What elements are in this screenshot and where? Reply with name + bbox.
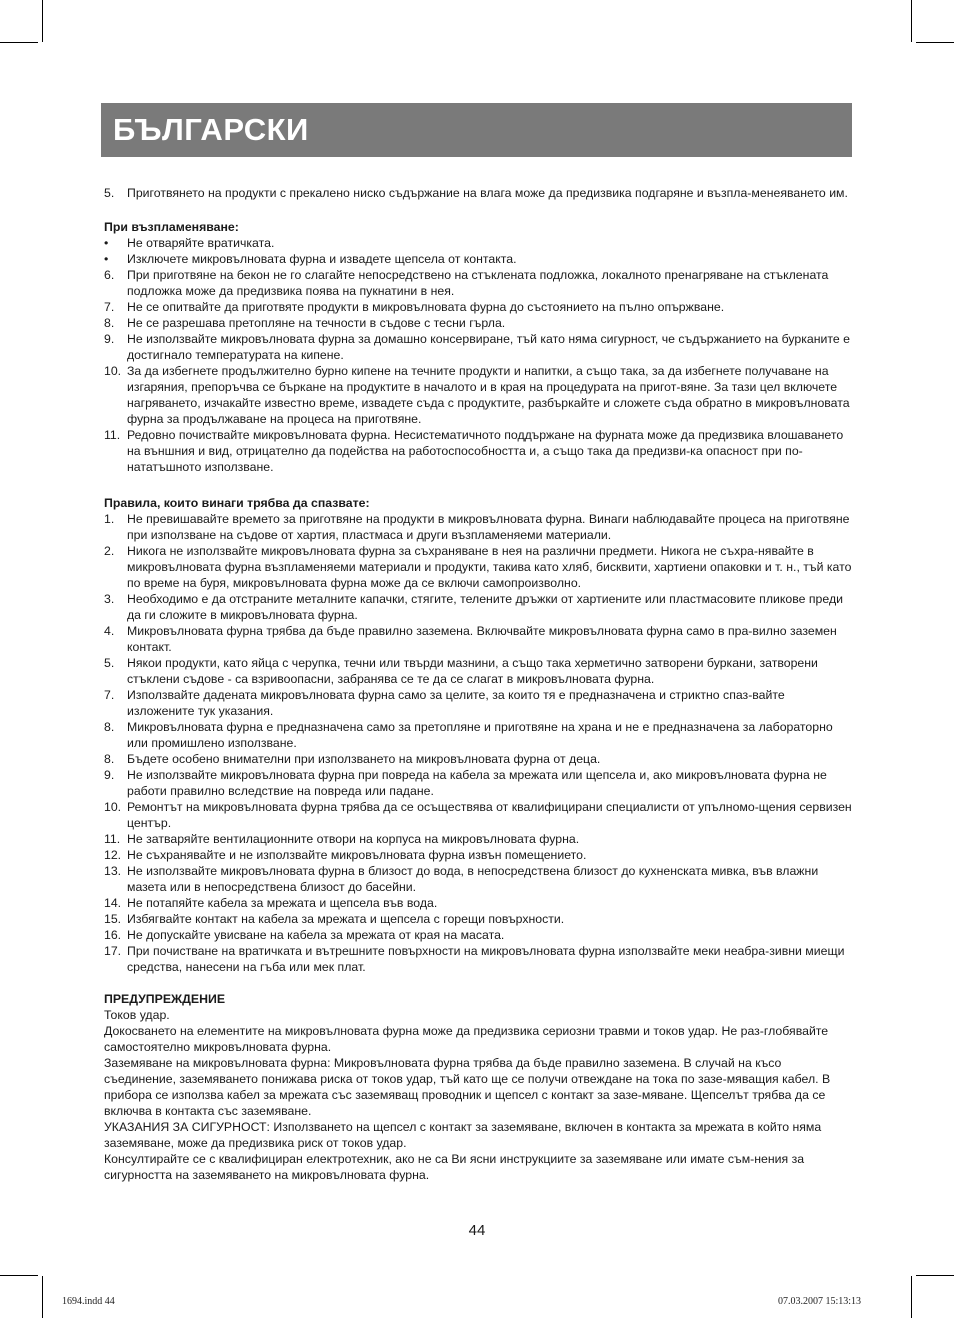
list-item-text: Не превишавайте времето за приготвяне на продукти в микровълновата фурна. Винаги наблюдавайте процеса на приготвяне при използване на съдове от хартия, пластмаса и други възпламеняеми материали. — [127, 512, 850, 542]
list-item-text: За да избегнете продължително бурно кипене на течните продукти и напитки, а също така, за да избегнете получаване на изгаряния, препоръчва се бъркане на продуктите в началото и в края на процедурата на пригот-вяне. За тази цел включете нагряването, изчакайте известно време, извадете съда с продуктите, разбъркайте и сложете съда обратно в микровълновата фурна за продължаване на процеса на приготвяне. — [127, 364, 850, 426]
crop-mark — [916, 42, 954, 43]
list-item-text: Не съхранявайте и не използвайте микровълновата фурна извън помещението. — [127, 848, 587, 862]
list-item — [104, 331, 852, 363]
list-item-text: Не допускайте увисване на кабела за мрежата от края на масата. — [127, 928, 505, 942]
list-item-text: Ремонтът на микровълновата фурна трябва да се осъществява от квалифицирани специалисти от упълномо-щения сервизен център. — [127, 800, 852, 830]
list-item-text: Не използвайте микровълновата фурна при повреда на кабела за мрежата или щепсела и, ако микровълновата фурна не работи правилно вследствие на повреда или падане. — [127, 768, 827, 798]
list-item — [104, 267, 852, 299]
list-item — [104, 767, 852, 799]
list-item-number: 2. — [104, 544, 115, 558]
list-item-number: 5. — [104, 656, 115, 670]
list-item-number: • — [104, 236, 109, 250]
list-item-number: 7. — [104, 688, 115, 702]
list-item — [104, 847, 852, 863]
crop-mark — [0, 1275, 38, 1276]
list-item-number: 3. — [104, 592, 115, 606]
list-item — [104, 543, 852, 591]
list-item — [104, 863, 852, 895]
list-item-number: 12. — [104, 848, 122, 862]
crop-mark — [916, 1275, 954, 1276]
list-item — [104, 299, 852, 315]
list-item-text: Не затваряйте вентилационните отвори на корпуса на микровълновата фурна. — [127, 832, 580, 846]
crop-mark — [0, 42, 38, 43]
language-header-bar — [101, 103, 852, 157]
list-item — [104, 719, 852, 751]
list-item — [104, 799, 852, 831]
list-item-number: 14. — [104, 896, 122, 910]
warning-paragraphs — [104, 1007, 852, 1183]
list-item-text: Не отваряйте вратичката. — [127, 236, 275, 250]
list-item-text: Микровълновата фурна трябва да бъде правилно заземена. Включвайте микровълновата фурна само в пра-вилно заземен контакт. — [127, 624, 837, 654]
fire-heading: При възпламеняване: — [104, 220, 239, 234]
list-item-text: Приготвянето на продукти с прекалено ниско съдържание на влага може да предизвика подгаряне и възпла-менеяването им. — [127, 186, 848, 200]
list-item-text: Редовно почиствайте микровълновата фурна. Несистематичното поддържане на фурната може да предизвика влошаването на външния и вид, отрицателно да подейства на работоспособността и, а също така да предизви-ка опасност при по-нататъшното използване. — [127, 428, 844, 474]
list-item — [104, 911, 852, 927]
list-item-text: Бъдете особено внимателни при използването на микровълновата фурна от деца. — [127, 752, 601, 766]
list-item — [104, 591, 852, 623]
list-item — [104, 427, 852, 475]
list-item — [104, 943, 852, 975]
crop-mark — [911, 0, 912, 42]
list-item-text: Използвайте дадената микровълновата фурна само за целите, за които тя е предназначена и стриктно спаз-вайте изложените тук указания. — [127, 688, 785, 718]
page-title: БЪЛГАРСКИ — [113, 112, 309, 147]
fire-list — [104, 235, 852, 475]
list-item-number: 11. — [104, 832, 121, 846]
warning-paragraph: УКАЗАНИЯ ЗА СИГУРНОСТ: Използването на щепсел с контакт за заземяване, включен в контакта за мрежата в който няма заземяване, може да предизвика риск от токов удар. — [104, 1120, 822, 1150]
slug-file-info: 1694.indd 44 — [62, 1296, 115, 1307]
list-item-number: 9. — [104, 768, 115, 782]
list-item-number: 7. — [104, 300, 115, 314]
list-item-text: Не потапяйте кабела за мрежата и щепсела във вода. — [127, 896, 438, 910]
list-item — [104, 895, 852, 911]
list-item-number: 5. — [104, 186, 115, 200]
list-item-number: 11. — [104, 428, 121, 442]
list-item — [104, 927, 852, 943]
list-item-number: 8. — [104, 752, 115, 766]
list-item-text: Никога не използвайте микровълновата фурна за съхраняване в нея на различни предмети. Никога не съхра-нявайте в микровълновата фурна възпламеняеми материали и продукти, такива като хляб, бисквити, хартиени опаковки и т. н., тъй като по време на буря, микровълновата фурна може да се включи самопроизволно. — [127, 544, 852, 590]
list-item-text: При приготвяне на бекон не го слагайте непосредствено на стъклената подложка, локалното пренагряване на стъклената подложка може да предизвика поява на пукнатини в нея. — [127, 268, 829, 298]
rules-heading: Правила, които винаги трябва да спазвате: — [104, 496, 370, 510]
list-item — [104, 185, 852, 201]
list-item-text: Микровълновата фурна е предназначена само за претопляне и приготвяне на храна и не е предназначена за лабораторно или промишлено използване. — [127, 720, 833, 750]
list-item-text: Някои продукти, като яйца с черупка, течни или твърди мазнини, а също така херметично затворени буркани, затворени стъклени съдове - са взривоопасни, забранява се те да се слагат в микровълновата фурна. — [127, 656, 818, 686]
list-item-text: Не се разрешава претопляне на течности в съдове с тесни гърла. — [127, 316, 506, 330]
list-item-number: 10. — [104, 364, 122, 378]
list-item-number: 6. — [104, 268, 115, 282]
list-item-number: 8. — [104, 316, 115, 330]
slug-date-time: 07.03.2007 15:13:13 — [778, 1296, 862, 1307]
list-item-number: 4. — [104, 624, 115, 638]
warning-paragraph: Докосването на елементите на микровълновата фурна може да предизвика сериозни травми и токов удар. Не раз-глобявайте самостоятелно микровълновата фурна. — [104, 1024, 829, 1054]
list-item-number: 13. — [104, 864, 122, 878]
list-item-text: Необходимо е да отстраните металните капачки, стягите, телените дръжки от хартиените или пластмасовите пликове преди да ги сложите в микровълновата фурна. — [127, 592, 844, 622]
list-item-number: • — [104, 252, 109, 266]
crop-mark — [42, 1276, 43, 1318]
list-item — [104, 655, 852, 687]
list-item-number: 1. — [104, 512, 115, 526]
warning-paragraph: Консултирайте се с квалифициран електротехник, ако не са Ви ясни инструкциите за заземяване или имате съм-нения за сигурността на заземяването на микровълновата фурна. — [104, 1152, 805, 1182]
crop-mark — [42, 0, 43, 42]
list-item-number: 9. — [104, 332, 115, 346]
list-item-number: 16. — [104, 928, 122, 942]
list-item — [104, 511, 852, 543]
rules-list — [104, 511, 852, 975]
list-item — [104, 687, 852, 719]
intro-list — [104, 185, 852, 201]
list-item — [104, 251, 852, 267]
warning-heading: ПРЕДУПРЕЖДЕНИЕ — [104, 992, 226, 1006]
list-item-text: При почистване на вратичката и вътрешните повърхности на микровълновата фурна използвайте меки неабра-зивни миещи средства, нанесени на гъба или мек плат. — [127, 944, 845, 974]
list-item-text: Не използвайте микровълновата фурна за домашно консервиране, тъй като няма сигурност, че съдържанието на бурканите е достигнало температурата на кипене. — [127, 332, 850, 362]
list-item — [104, 363, 852, 427]
document-body — [104, 185, 852, 1183]
list-item-number: 10. — [104, 800, 122, 814]
list-item — [104, 315, 852, 331]
list-item-number: 17. — [104, 944, 122, 958]
list-item — [104, 831, 852, 847]
crop-mark — [911, 1276, 912, 1318]
list-item-text: Не използвайте микровълновата фурна в близост до вода, в непосредствена близост до кухненската мивка, във влажни мазета или в непосредствена близост до басейни. — [127, 864, 819, 894]
list-item — [104, 235, 852, 251]
list-item-text: Изключете микровълновата фурна и извадете щепсела от контакта. — [127, 252, 517, 266]
page-number: 44 — [468, 1222, 486, 1239]
warning-paragraph: Заземяване на микровълновата фурна: Микровълновата фурна трябва да бъде правилно заземена. В случай на късо съединение, заземяването понижава риска от токов удар, тъй като ще се получи отвеждане на тока по зазе-мяващия кабел. В прибора се използва кабел за мрежата със заземяващ проводник и щепсел с контакт за зазе-мяване. Щепселът трябва да се включва в контакта със заземяване. — [104, 1056, 831, 1118]
list-item-text: Не се опитвайте да приготвяте продукти в микровълновата фурна до състоянието на пълно опържване. — [127, 300, 725, 314]
list-item-text: Избягвайте контакт на кабела за мрежата и щепсела с горещи повърхности. — [127, 912, 565, 926]
list-item-number: 15. — [104, 912, 122, 926]
warning-paragraph: Токов удар. — [104, 1008, 170, 1022]
list-item — [104, 623, 852, 655]
list-item — [104, 751, 852, 767]
list-item-number: 8. — [104, 720, 115, 734]
